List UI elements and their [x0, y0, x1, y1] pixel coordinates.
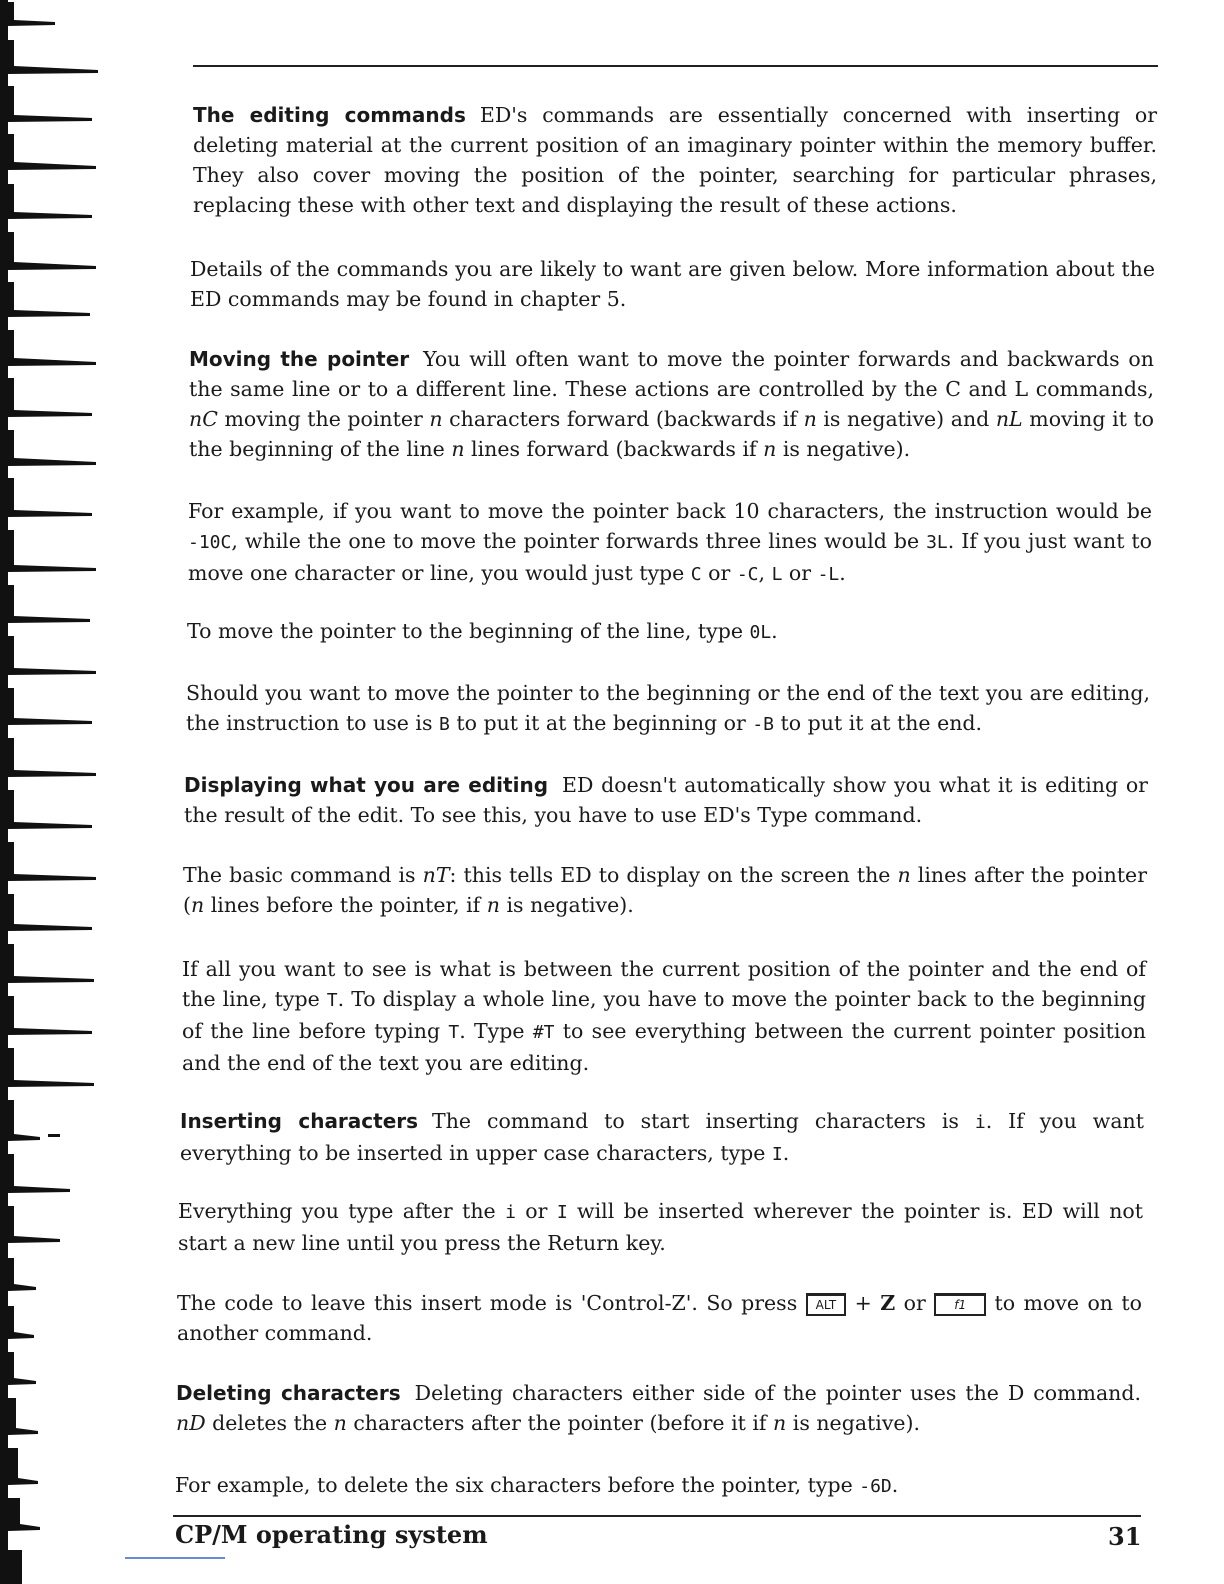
deleting-paragraph: Deleting characters Deleting characters either side of the pointer uses the D command. nD deletes the n characters after the pointer (before it if n is negative).: [176, 1381, 1142, 1435]
scan-artifact-line: [125, 1557, 225, 1559]
section-heading-moving-pointer: Moving the pointer: [189, 347, 410, 371]
displaying-paragraph: Displaying what you are editing ED doesn't automatically show you what it is editing or the result of the edit. To see this, you have to use ED's Type command.: [184, 773, 1148, 827]
section-heading-inserting: Inserting characters: [180, 1109, 419, 1133]
inserting-paragraph: Inserting characters The command to start inserting characters is i. If you want everything to be inserted in upper case characters, type I.: [180, 1109, 1144, 1165]
alt-key: ALT: [806, 1293, 847, 1316]
top-rule: [193, 65, 1158, 67]
text-start-end-paragraph: Should you want to move the pointer to the beginning or the end of the text you are editing, the instruction to use is B to put it at the beginning or -B to put it at the end.: [186, 681, 1150, 735]
editing-commands-paragraph: The editing commands ED's commands are essentially concerned with inserting or deleting material at the current position of an imaginary pointer within the memory buffer. They also cover moving the position of the pointer, searching for particular phrases, replacing these with other text and displaying the result of these actions.: [193, 103, 1157, 217]
section-heading-editing-commands: The editing commands: [193, 103, 466, 127]
footer-title: CP/M operating system: [175, 1520, 488, 1549]
commands-details-paragraph: Details of the commands you are likely to want are given below. More information about the ED commands may be found in chapter 5.: [190, 257, 1155, 311]
section-heading-deleting: Deleting characters: [176, 1381, 401, 1405]
type-command-paragraph: The basic command is nT: this tells ED to display on the screen the n lines after the pointer (n lines before the pointer, if n is negative).: [183, 863, 1147, 917]
leave-insert-paragraph: The code to leave this insert mode is 'Control-Z'. So press ALT + Z or f1 to move on to another command.: [177, 1291, 1142, 1345]
line-start-paragraph: To move the pointer to the beginning of the line, type 0L.: [187, 619, 778, 643]
display-line-paragraph: If all you want to see is what is between the current position of the pointer and the end of the line, type T. To display a whole line, you have to move the pointer back to the beginning of the line before typing T. Type #T to see everything between the current pointer position and the end of the text you are editing.: [182, 957, 1146, 1075]
section-heading-displaying: Displaying what you are editing: [184, 773, 549, 797]
binding-edge-marks: [0, 0, 110, 1584]
moving-pointer-paragraph: Moving the pointer You will often want to move the pointer forwards and backwards on the same line or to a different line. These actions are controlled by the C and L commands, nC moving the pointer n characters forward (backwards if n is negative) and nL moving it to the beginning of the line n lines forward (backwards if n is negative).: [189, 347, 1155, 461]
page-number: 31: [1108, 1522, 1142, 1551]
delete-example-paragraph: For example, to delete the six characters before the pointer, type -6D.: [175, 1473, 899, 1497]
insert-behaviour-paragraph: Everything you type after the i or I will be inserted wherever the pointer is. ED will not start a new line until you press the Return key.: [178, 1199, 1143, 1255]
f1-key: f1: [934, 1293, 986, 1316]
bottom-rule: [173, 1515, 1141, 1517]
move-example-paragraph: For example, if you want to move the pointer back 10 characters, the instruction would be -10C, while the one to move the pointer forwards three lines would be 3L. If you just want to move one character or line, you would just type C or -C, L or -L.: [188, 499, 1152, 585]
